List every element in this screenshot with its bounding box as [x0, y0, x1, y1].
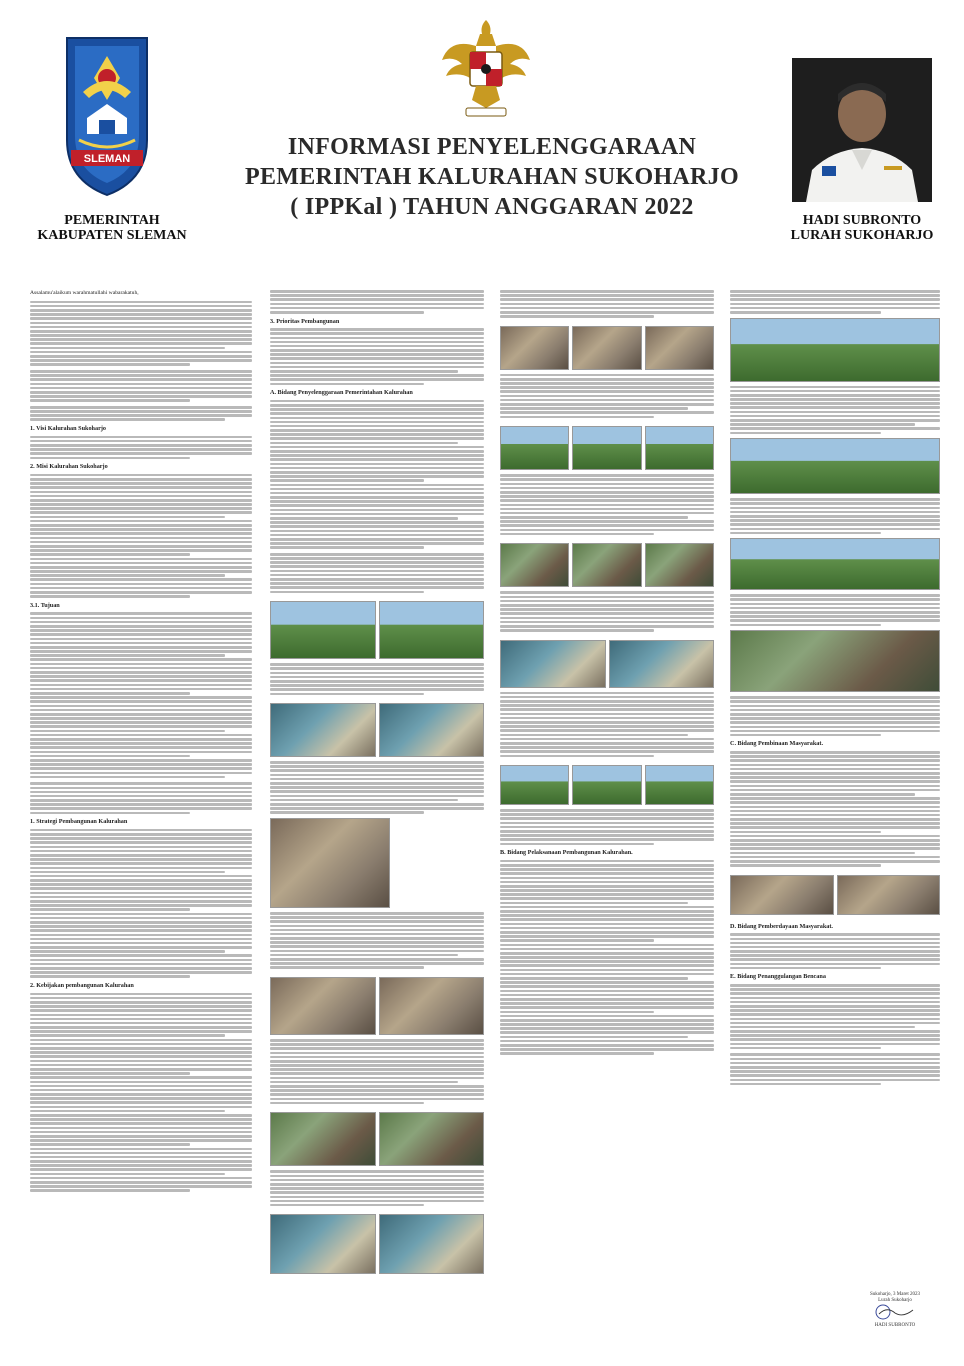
bidang-a-text	[270, 400, 484, 549]
column-4	[730, 290, 940, 1352]
activity-photo	[270, 703, 376, 757]
signature-block	[860, 1292, 930, 1329]
section-strategi: 1. Strategi Pembangunan Kalurahan	[30, 818, 128, 826]
lurah-name: HADI SUBRONTO	[802, 213, 922, 228]
section-bidang-c: C. Bidang Pembinaan Masyarakat.	[730, 740, 823, 748]
section-kebijakan: 2. Kebijakan pembangunan Kalurahan	[30, 981, 134, 989]
column-1	[30, 290, 252, 1352]
bidang-e-text	[730, 984, 940, 1049]
activity-photo	[730, 318, 940, 382]
photo-row-9	[500, 636, 714, 692]
section-misi: 2. Misi Kalurahan Sukoharjo	[30, 463, 108, 471]
bidang-a-text-7	[270, 1170, 484, 1206]
intro-paragraph-3	[30, 406, 252, 421]
photo-row-4	[270, 1108, 484, 1170]
activity-photo	[837, 875, 941, 915]
signature-stamp-icon	[865, 1304, 925, 1320]
c3-text-4	[500, 591, 714, 631]
activity-photo	[645, 765, 714, 805]
activity-photo	[500, 326, 569, 370]
regency-caption-line1: PEMERINTAH	[64, 213, 160, 228]
misi-text	[30, 474, 252, 598]
c4-text-4	[730, 594, 940, 626]
activity-photo	[270, 1112, 376, 1166]
garuda-emblem-icon	[440, 16, 532, 120]
activity-photo	[645, 543, 714, 587]
photo-row-2	[270, 699, 484, 761]
activity-photo	[500, 640, 606, 688]
photo-row-11	[730, 871, 940, 919]
regency-caption-line2: KABUPATEN SLEMAN	[37, 228, 187, 243]
poster-header	[2, 2, 964, 264]
section-bidang-b: B. Bidang Pelaksanaan Pembangunan Kalurahan.	[500, 849, 633, 857]
activity-photo	[500, 543, 569, 587]
section-prioritas: 3. Prioritas Pembangunan	[270, 317, 340, 325]
column-2	[270, 290, 484, 1352]
photo-row-8	[500, 539, 714, 591]
prioritas-text	[270, 328, 484, 385]
signature-name: HADI SUBRONTO	[874, 1323, 916, 1328]
signature-date: Sukoharjo, 3 Maret 2023	[870, 1292, 920, 1297]
activity-photo	[572, 765, 641, 805]
visi-text	[30, 436, 252, 460]
tujuan-text	[30, 612, 252, 778]
c4-text-5	[730, 696, 940, 736]
activity-photo	[270, 818, 390, 908]
bidang-a-text-3	[270, 663, 484, 695]
c3-text-2	[500, 374, 714, 418]
activity-photo	[379, 601, 485, 659]
c3-text-3	[500, 474, 714, 535]
photo-row-1	[270, 597, 484, 663]
bidang-a-text-6	[270, 1039, 484, 1104]
activity-photo	[379, 1112, 485, 1166]
activity-photo	[730, 630, 940, 692]
signature-title: Lurah Sukoharjo	[878, 1298, 912, 1303]
bidang-b-text	[500, 860, 714, 1055]
activity-photo	[270, 1214, 376, 1274]
strategi-text	[30, 829, 252, 978]
intro-paragraph	[30, 301, 252, 366]
title-line2: PEMERINTAH KALURAHAN SUKOHARJO	[245, 164, 739, 190]
activity-photo	[270, 601, 376, 659]
activity-photo	[572, 543, 641, 587]
activity-photo	[379, 703, 485, 757]
tujuan-text-2	[30, 782, 252, 814]
c4-text-1	[730, 290, 940, 314]
activity-photo	[270, 977, 376, 1035]
c4-text-2	[730, 386, 940, 435]
section-tujuan: 3.1. Tujuan	[30, 601, 60, 609]
bidang-a-text-4	[270, 761, 484, 814]
photo-row-7	[500, 422, 714, 474]
c2-intro-list	[270, 290, 484, 314]
activity-photo	[572, 426, 641, 470]
photo-row-5	[270, 1210, 484, 1278]
column-3	[500, 290, 714, 1352]
photo-row-6	[500, 322, 714, 374]
activity-photo	[730, 875, 834, 915]
lurah-caption	[782, 213, 942, 243]
c3-text-6	[500, 809, 714, 845]
activity-photo	[500, 765, 569, 805]
section-bidang-a: A. Bidang Penyelenggaraan Pemerintahan Kalurahan	[270, 389, 413, 397]
photo-row-3	[270, 973, 484, 1039]
photo-row-10	[500, 761, 714, 809]
activity-photo	[500, 426, 569, 470]
activity-photo	[572, 326, 641, 370]
activity-photo	[379, 977, 485, 1035]
bidang-d-text	[730, 933, 940, 969]
closing-paragraph	[730, 1053, 940, 1085]
sleman-logo-icon	[57, 30, 157, 200]
bidang-c-text	[730, 751, 940, 867]
activity-photo	[379, 1214, 485, 1274]
c4-text-3	[730, 498, 940, 534]
title-line1: INFORMASI PENYELENGGARAAN	[287, 134, 697, 160]
c3-text-1	[500, 290, 714, 318]
activity-photo	[730, 538, 940, 590]
c3-text-5	[500, 692, 714, 757]
kebijakan-text	[30, 993, 252, 1192]
activity-photo	[645, 426, 714, 470]
title-line3: ( IPPKal ) TAHUN ANGGARAN 2022	[290, 194, 694, 220]
section-bidang-d: D. Bidang Pemberdayaan Masyarakat.	[730, 922, 833, 930]
opening-greeting: Assalamu'alaikum warahmatullahi wabarakatuh,	[30, 290, 139, 296]
regency-caption	[32, 213, 192, 243]
lurah-portrait	[792, 58, 932, 202]
bidang-a-text-2	[270, 553, 484, 593]
activity-photo	[645, 326, 714, 370]
page-title	[232, 132, 752, 222]
activity-photo	[609, 640, 715, 688]
lurah-title: LURAH SUKOHARJO	[790, 228, 934, 243]
activity-photo	[730, 438, 940, 494]
intro-paragraph-2	[30, 370, 252, 402]
section-visi: 1. Visi Kalurahan Sukoharjo	[30, 425, 106, 433]
sleman-logo-text: SLEMAN	[83, 153, 131, 165]
section-bidang-e: E. Bidang Penanggulangan Bencana	[730, 973, 826, 981]
bidang-a-text-5	[270, 912, 484, 969]
